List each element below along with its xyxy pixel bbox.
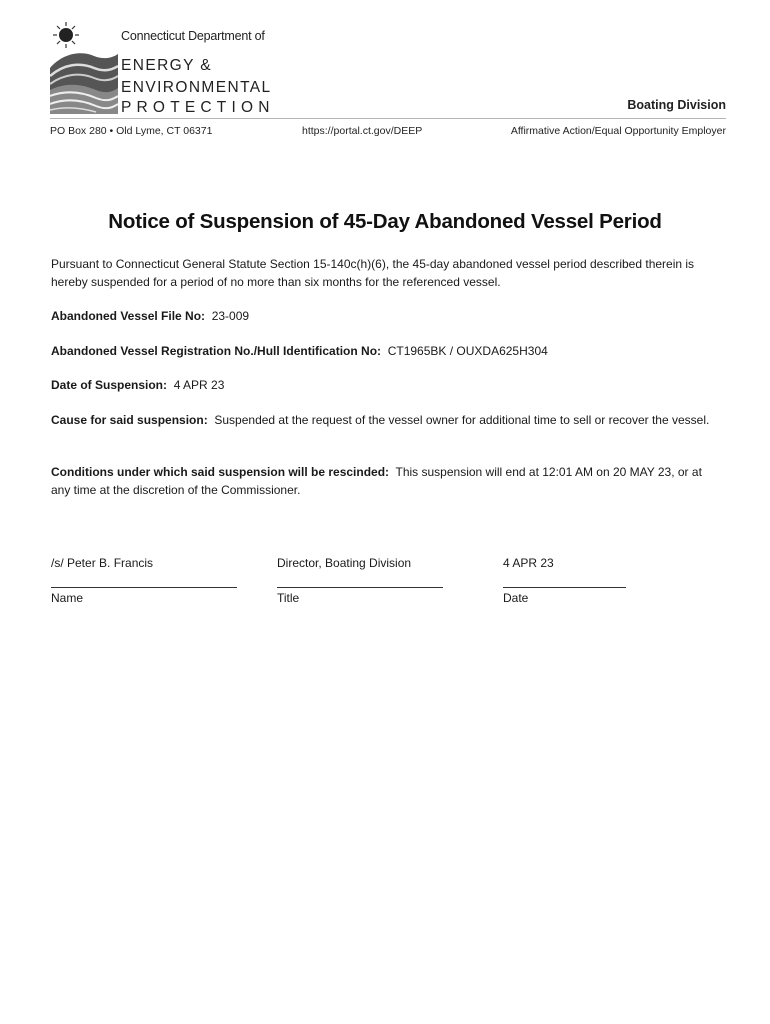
deep-logo-icon — [50, 20, 118, 114]
department-name: Connecticut Department of — [121, 29, 265, 43]
department-name-line3: ENVIRONMENTAL — [121, 79, 272, 96]
notice-title: Notice of Suspension of 45-Day Abandoned Vessel Period — [108, 210, 662, 233]
conditions-label: Conditions under which said suspension will be rescinded: — [51, 465, 390, 479]
suspension-date-label: Date of Suspension: — [51, 378, 168, 392]
signer-title: Director, Boating Division — [277, 556, 412, 570]
department-name-line2: ENERGY & — [121, 57, 213, 74]
name-signature-line — [51, 587, 237, 588]
suspension-date-row — [51, 377, 721, 395]
date-label: Date — [503, 591, 529, 605]
registration-value: CT1965BK / OUXDA625H304 — [387, 344, 548, 358]
division-name: Boating Division — [627, 98, 726, 112]
cause-row — [51, 412, 721, 430]
signer-name: /s/ Peter B. Francis — [51, 556, 154, 570]
signature-date: 4 APR 23 — [503, 556, 554, 570]
file-number-label: Abandoned Vessel File No: — [51, 309, 206, 323]
mailing-address: PO Box 280 • Old Lyme, CT 06371 — [50, 125, 213, 137]
file-number-value: 23-009 — [211, 309, 250, 323]
website-url: https://portal.ct.gov/DEEP — [302, 125, 423, 137]
title-signature-line — [277, 587, 443, 588]
file-number-row — [51, 308, 721, 326]
header-divider — [50, 118, 726, 119]
conditions-value: This suspension will end at 12:01 AM on 20 MAY 23, or at any time at the discretion of the Commissioner. — [51, 465, 702, 497]
cause-label: Cause for said suspension: — [51, 413, 208, 427]
name-label: Name — [51, 591, 84, 605]
title-label: Title — [277, 591, 300, 605]
employer-statement: Affirmative Action/Equal Opportunity Employer — [510, 125, 726, 137]
department-name-line4: PROTECTION — [121, 99, 275, 116]
registration-label: Abandoned Vessel Registration No./Hull Identification No: — [51, 344, 382, 358]
registration-row — [51, 343, 721, 361]
suspension-date-value: 4 APR 23 — [173, 378, 225, 392]
conditions-row — [51, 464, 721, 499]
intro-paragraph: Pursuant to Connecticut General Statute Section 15-140c(h)(6), the 45-day abandoned vessel period described therein is hereby suspended for a period of no more than six months for the referenced vessel. — [51, 257, 695, 289]
date-signature-line — [503, 587, 626, 588]
cause-value: Suspended at the request of the vessel owner for additional time to sell or recover the vessel. — [214, 413, 710, 427]
